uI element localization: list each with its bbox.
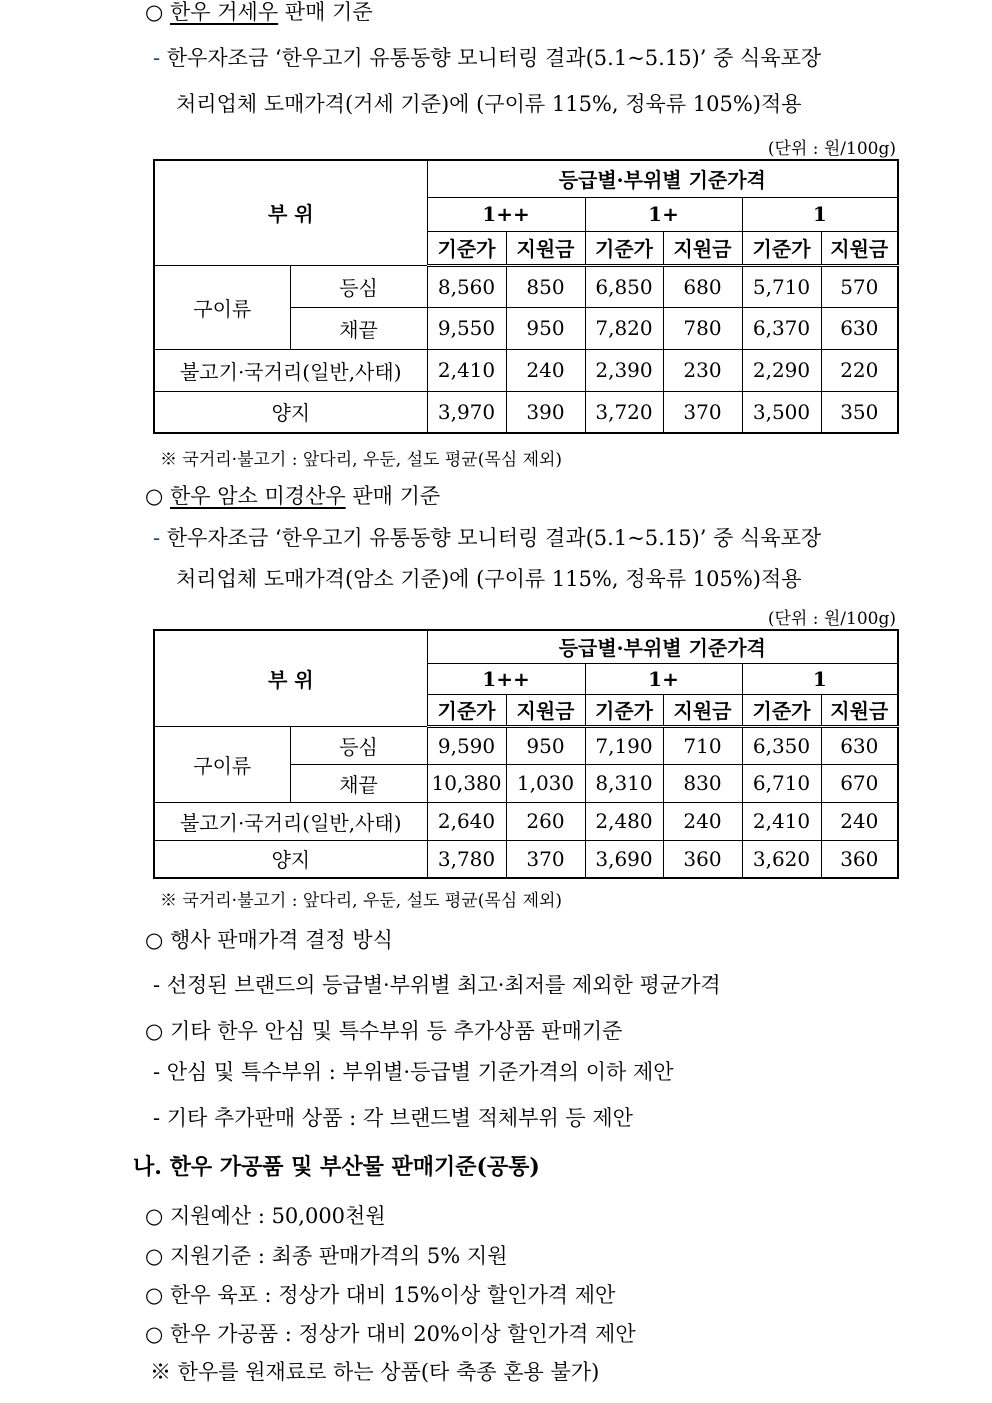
section2-desc2: 처리업체 도매가격(암소 기준)에 (구이류 115%, 정육류 105%)적용 bbox=[176, 567, 802, 591]
section2-title-suffix: 판매 기준 bbox=[345, 484, 441, 508]
dash-bullet: - bbox=[153, 526, 161, 550]
circle-bullet: ○ bbox=[145, 0, 164, 24]
section2-note: ※ 국거리·불고기 : 앞다리, 우둔, 설도 평균(목심 제외) bbox=[160, 891, 563, 911]
value-cell: 3,970 bbox=[427, 391, 506, 433]
value-cell: 370 bbox=[506, 840, 585, 878]
value-cell: 240 bbox=[663, 802, 742, 840]
event-price-title: ○ 행사 판매가격 결정 방식 bbox=[145, 928, 393, 952]
value-cell: 9,590 bbox=[427, 726, 506, 764]
grade-header: 1++ bbox=[427, 663, 585, 694]
jerky-line: ○ 한우 육포 : 정상가 대비 15%이상 할인가격 제안 bbox=[145, 1283, 616, 1307]
sub-header: 지원금 bbox=[821, 694, 898, 726]
value-cell: 2,290 bbox=[742, 349, 821, 391]
other-items-title: ○ 기타 한우 안심 및 특수부위 등 추가상품 판매기준 bbox=[145, 1019, 623, 1043]
value-cell: 850 bbox=[506, 265, 585, 307]
section1-title: 한우 거세우 bbox=[170, 0, 279, 24]
group-header: 등급별·부위별 기준가격 bbox=[427, 160, 898, 197]
value-cell: 350 bbox=[821, 391, 898, 433]
sub-header: 기준가 bbox=[585, 231, 663, 265]
value-cell: 2,410 bbox=[427, 349, 506, 391]
processed-goods-heading: 나. 한우 가공품 및 부산물 판매기준(공통) bbox=[133, 1154, 540, 1180]
sub-header: 지원금 bbox=[663, 694, 742, 726]
row-label: 불고기·국거리(일반,사태) bbox=[154, 802, 427, 840]
section2-desc-line1 bbox=[153, 528, 821, 549]
section1-unit: (단위 : 원/100g) bbox=[767, 139, 896, 159]
value-cell: 2,410 bbox=[742, 802, 821, 840]
section1-price-table bbox=[153, 159, 899, 434]
value-cell: 8,310 bbox=[585, 764, 663, 802]
value-cell: 3,720 bbox=[585, 391, 663, 433]
section1-title-suffix: 판매 기준 bbox=[278, 0, 373, 24]
sub-header: 기준가 bbox=[742, 231, 821, 265]
table-row bbox=[154, 840, 898, 878]
value-cell: 6,850 bbox=[585, 265, 663, 307]
section1-desc1: 한우자조금 ‘한우고기 유통동향 모니터링 결과(5.1~5.15)’ 중 식육포장 bbox=[166, 46, 822, 70]
table-row bbox=[154, 265, 898, 307]
row-label: 양지 bbox=[154, 840, 427, 878]
processed-line: ○ 한우 가공품 : 정상가 대비 20%이상 할인가격 제안 bbox=[145, 1322, 636, 1346]
section1-desc2: 처리업체 도매가격(거세 기준)에 (구이류 115%, 정육류 105%)적용 bbox=[176, 92, 802, 116]
value-cell: 830 bbox=[663, 764, 742, 802]
value-cell: 2,480 bbox=[585, 802, 663, 840]
grade-header: 1+ bbox=[585, 197, 742, 231]
section2-price-table bbox=[153, 629, 899, 879]
group-header: 등급별·부위별 기준가격 bbox=[427, 630, 898, 663]
value-cell: 9,550 bbox=[427, 307, 506, 349]
table-row bbox=[154, 726, 898, 764]
event-price-desc: - 선정된 브랜드의 등급별·부위별 최고·최저를 제외한 평균가격 bbox=[153, 973, 721, 997]
table-row bbox=[154, 802, 898, 840]
criteria-line: ○ 지원기준 : 최종 판매가격의 5% 지원 bbox=[145, 1244, 508, 1268]
dash-bullet: - bbox=[153, 46, 161, 70]
value-cell: 360 bbox=[663, 840, 742, 878]
section1-title-line bbox=[145, 2, 373, 23]
row-label: 채끝 bbox=[290, 764, 427, 802]
value-cell: 8,560 bbox=[427, 265, 506, 307]
category-cell: 구이류 bbox=[154, 265, 290, 349]
section1-desc-line1 bbox=[153, 48, 821, 69]
value-cell: 3,500 bbox=[742, 391, 821, 433]
value-cell: 2,640 bbox=[427, 802, 506, 840]
value-cell: 3,620 bbox=[742, 840, 821, 878]
part-header: 부 위 bbox=[154, 160, 427, 265]
raw-material-note: ※ 한우를 원재료로 하는 상품(타 축종 혼용 불가) bbox=[150, 1360, 600, 1384]
section2-title: 한우 암소 미경산우 bbox=[170, 484, 346, 508]
sub-header: 지원금 bbox=[821, 231, 898, 265]
row-label: 등심 bbox=[290, 726, 427, 764]
value-cell: 6,370 bbox=[742, 307, 821, 349]
sub-header: 기준가 bbox=[427, 694, 506, 726]
section2-title-line bbox=[145, 486, 440, 507]
row-label: 채끝 bbox=[290, 307, 427, 349]
row-label: 등심 bbox=[290, 265, 427, 307]
value-cell: 390 bbox=[506, 391, 585, 433]
grade-header: 1 bbox=[742, 663, 898, 694]
other-items-desc1: - 안심 및 특수부위 : 부위별·등급별 기준가격의 이하 제안 bbox=[153, 1060, 674, 1084]
value-cell: 710 bbox=[663, 726, 742, 764]
value-cell: 670 bbox=[821, 764, 898, 802]
value-cell: 6,710 bbox=[742, 764, 821, 802]
value-cell: 7,820 bbox=[585, 307, 663, 349]
value-cell: 680 bbox=[663, 265, 742, 307]
value-cell: 10,380 bbox=[427, 764, 506, 802]
value-cell: 950 bbox=[506, 726, 585, 764]
value-cell: 630 bbox=[821, 726, 898, 764]
sub-header: 기준가 bbox=[742, 694, 821, 726]
sub-header: 기준가 bbox=[585, 694, 663, 726]
value-cell: 3,690 bbox=[585, 840, 663, 878]
part-header: 부 위 bbox=[154, 630, 427, 726]
value-cell: 1,030 bbox=[506, 764, 585, 802]
value-cell: 6,350 bbox=[742, 726, 821, 764]
value-cell: 950 bbox=[506, 307, 585, 349]
grade-header: 1++ bbox=[427, 197, 585, 231]
table-row bbox=[154, 391, 898, 433]
value-cell: 7,190 bbox=[585, 726, 663, 764]
section2-unit: (단위 : 원/100g) bbox=[767, 609, 896, 629]
value-cell: 260 bbox=[506, 802, 585, 840]
section2-desc1: 한우자조금 ‘한우고기 유통동향 모니터링 결과(5.1~5.15)’ 중 식육포장 bbox=[166, 526, 822, 550]
value-cell: 220 bbox=[821, 349, 898, 391]
value-cell: 5,710 bbox=[742, 265, 821, 307]
sub-header: 지원금 bbox=[663, 231, 742, 265]
other-items-desc2: - 기타 추가판매 상품 : 각 브랜드별 적체부위 등 제안 bbox=[153, 1106, 633, 1130]
grade-header: 1 bbox=[742, 197, 898, 231]
sub-header: 지원금 bbox=[506, 694, 585, 726]
row-label: 양지 bbox=[154, 391, 427, 433]
circle-bullet: ○ bbox=[145, 484, 164, 508]
value-cell: 240 bbox=[506, 349, 585, 391]
value-cell: 780 bbox=[663, 307, 742, 349]
row-label: 불고기·국거리(일반,사태) bbox=[154, 349, 427, 391]
table-row bbox=[154, 349, 898, 391]
value-cell: 370 bbox=[663, 391, 742, 433]
value-cell: 3,780 bbox=[427, 840, 506, 878]
value-cell: 230 bbox=[663, 349, 742, 391]
sub-header: 지원금 bbox=[506, 231, 585, 265]
value-cell: 630 bbox=[821, 307, 898, 349]
value-cell: 570 bbox=[821, 265, 898, 307]
budget-line: ○ 지원예산 : 50,000천원 bbox=[145, 1204, 386, 1228]
value-cell: 240 bbox=[821, 802, 898, 840]
sub-header: 기준가 bbox=[427, 231, 506, 265]
grade-header: 1+ bbox=[585, 663, 742, 694]
category-cell: 구이류 bbox=[154, 726, 290, 802]
value-cell: 360 bbox=[821, 840, 898, 878]
section1-note: ※ 국거리·불고기 : 앞다리, 우둔, 설도 평균(목심 제외) bbox=[160, 450, 563, 470]
value-cell: 2,390 bbox=[585, 349, 663, 391]
